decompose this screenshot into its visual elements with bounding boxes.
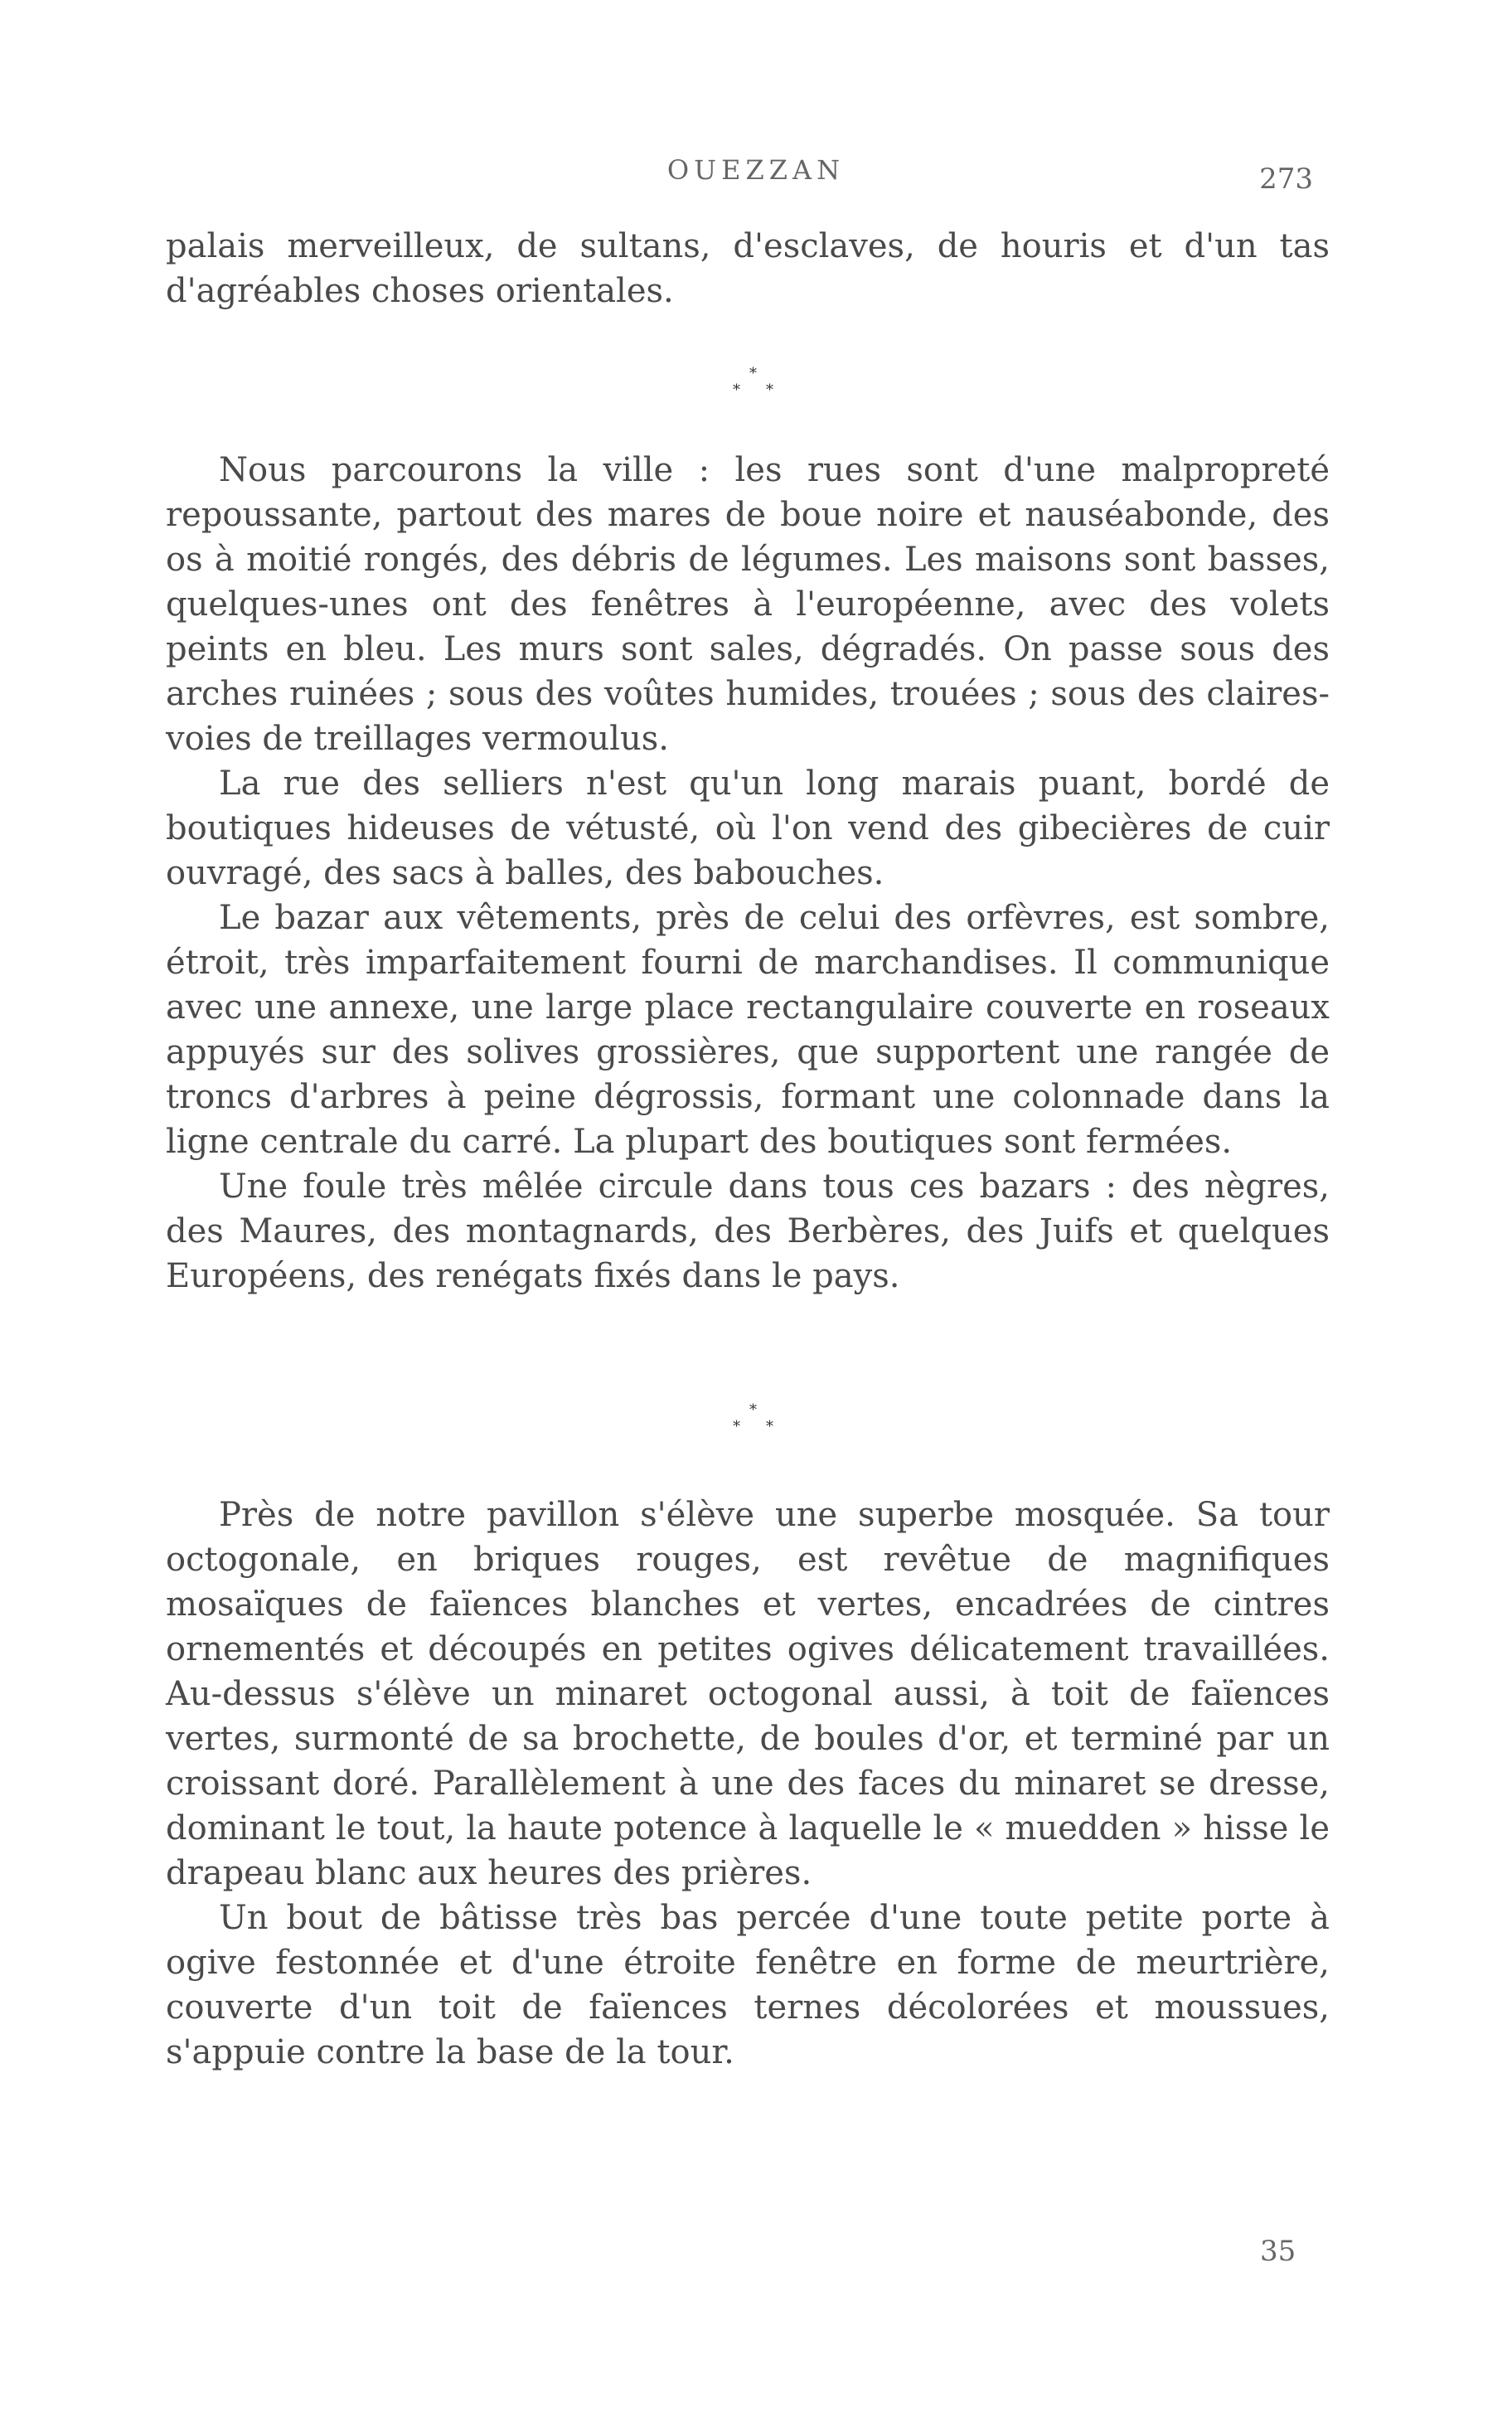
- separator-star: *: [766, 381, 773, 399]
- paragraph: La rue des selliers n'est qu'un long marais puant, bordé de boutiques hideuses de vétusté, où l'on vend des gibecières de cuir ouvragé, des sacs à balles, des babouches.: [166, 765, 1330, 892]
- paragraph-continuation: palais merveilleux, de sultans, d'esclaves, de houris et d'un tas d'agréables choses orientales.: [166, 227, 1330, 310]
- paragraph: Près de notre pavillon s'élève une superbe mosquée. Sa tour octogonale, en briques rouges, est revêtue de magnifiques mosaïques de faïences blanches et vertes, encadrées de cintres ornementés et découpés en petites ogives délicatement travaillées. Au-dessus s'élève un minaret octogonal aussi, à toit de faïences vertes, surmonté de sa brochette, de boules d'or, et terminé par un croissant doré. Parallèlement à une des faces du minaret se dresse, dominant le tout, la haute potence à laquelle le « muedden » hisse le drapeau blanc aux heures des prières.: [166, 1496, 1330, 1892]
- paragraph: Une foule très mêlée circule dans tous ces bazars : des nègres, des Maures, des montagnards, des Berbères, des Juifs et quelques Européens, des renégats fixés dans le pays.: [166, 1168, 1330, 1295]
- signature-mark: 35: [1260, 2235, 1296, 2268]
- page-header: [0, 149, 1512, 199]
- section-2-text: [166, 448, 1330, 1299]
- separator-star: *: [766, 1418, 773, 1435]
- paragraph: Un bout de bâtisse très bas percée d'une toute petite porte à ogive festonnée et d'une étroite fenêtre en forme de meurtrière, couverte d'un toit de faïences ternes décolorées et moussues, s'appuie contre la base de la tour.: [166, 1899, 1330, 2071]
- opening-paragraph: [166, 224, 1330, 313]
- section-3-text: [166, 1493, 1330, 2075]
- page-number: 273: [1259, 163, 1313, 196]
- paragraph: Nous parcourons la ville : les rues sont d'une malpropreté repoussante, partout des mares de boue noire et nauséabonde, des os à moitié rongés, des débris de légumes. Les maisons sont basses, quelques-unes ont des fenêtres à l'européenne, avec des volets peints en bleu. Les murs sont sales, dégradés. On passe sous des arches ruinées ; sous des voûtes humides, trouées ; sous des claires-voies de treillages vermoulus.: [166, 451, 1330, 758]
- separator-star: *: [749, 365, 757, 382]
- paragraph: Le bazar aux vêtements, près de celui des orfèvres, est sombre, étroit, très imparfaitement fourni de marchandises. Il communique avec une annexe, une large place rectangulaire couverte en roseaux appuyés sur des solives grossières, que supportent une rangée de troncs d'arbres à peine dégrossis, formant une colonnade dans la ligne centrale du carré. La plupart des boutiques sont fermées.: [166, 899, 1330, 1161]
- separator-star: *: [733, 1418, 740, 1435]
- section-separator-2: [0, 1401, 1512, 1443]
- separator-star: *: [749, 1401, 757, 1419]
- running-title: OUEZZAN: [666, 154, 846, 186]
- section-separator-1: [0, 365, 1512, 406]
- separator-star: *: [733, 381, 740, 399]
